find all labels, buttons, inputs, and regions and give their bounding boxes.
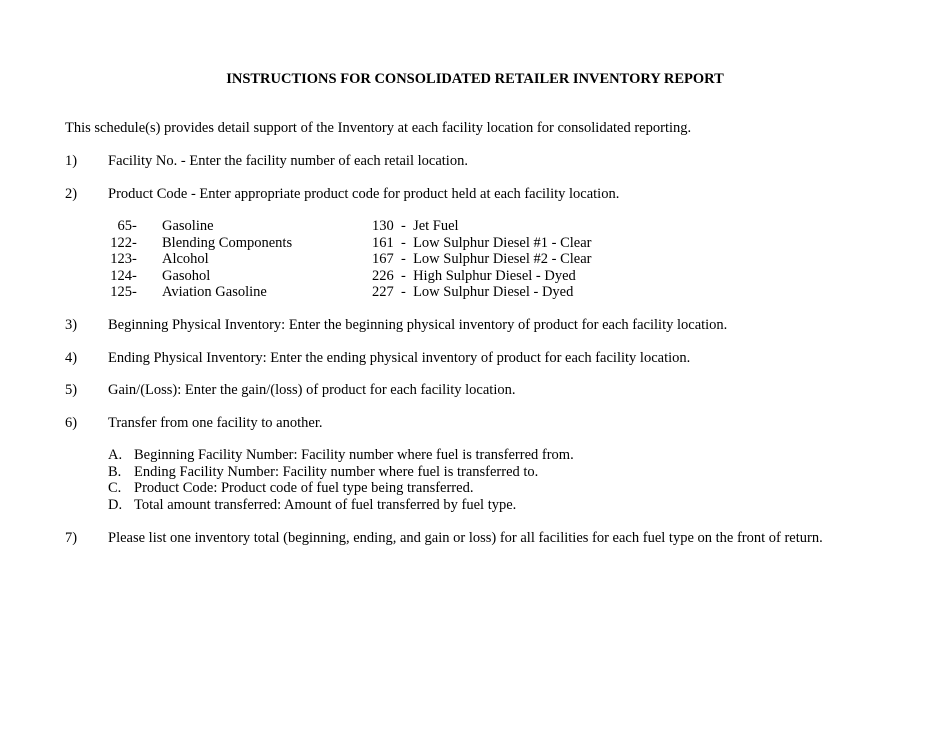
subitem-letter: C. bbox=[108, 480, 122, 496]
item-number: 4) bbox=[65, 350, 78, 366]
product-code: 124 bbox=[110, 267, 132, 284]
subitem-letter: D. bbox=[108, 496, 123, 513]
item-number: 6) bbox=[65, 415, 78, 431]
product-name: Alcohol bbox=[162, 251, 209, 267]
product-name: Gasoline bbox=[162, 218, 214, 234]
item-number: 3) bbox=[65, 317, 78, 333]
item-text: Transfer from one facility to another. bbox=[108, 415, 323, 431]
subitem-letter: A. bbox=[108, 447, 123, 463]
item-number: 5) bbox=[65, 382, 78, 398]
product-code-entry: 227 - Low Sulphur Diesel - Dyed bbox=[372, 284, 574, 300]
code-separator: - bbox=[132, 234, 137, 251]
product-code-entry: 161 - Low Sulphur Diesel #1 - Clear bbox=[372, 234, 592, 251]
item-number: 1) bbox=[65, 153, 78, 169]
product-name: Gasohol bbox=[162, 267, 211, 284]
subitem-text: Total amount transferred: Amount of fuel transferred by fuel type. bbox=[134, 496, 517, 513]
code-separator: - bbox=[132, 284, 137, 300]
subitem-text: Ending Facility Number: Facility number where fuel is transferred to. bbox=[134, 463, 539, 480]
subitem-letter: B. bbox=[108, 463, 122, 480]
product-name: Aviation Gasoline bbox=[162, 284, 267, 300]
item-text: Gain/(Loss): Enter the gain/(loss) of product for each facility location. bbox=[108, 382, 516, 398]
product-code: 123 bbox=[110, 251, 132, 267]
code-separator: - bbox=[132, 218, 137, 234]
intro-paragraph: This schedule(s) provides detail support of the Inventory at each facility location for consolidated reporting. bbox=[65, 120, 692, 136]
page-title: INSTRUCTIONS FOR CONSOLIDATED RETAILER INVENTORY REPORT bbox=[226, 71, 724, 87]
item-text: Please list one inventory total (beginning, ending, and gain or loss) for all facilities for each fuel type on the front of return. bbox=[108, 530, 823, 546]
item-text: Ending Physical Inventory: Enter the ending physical inventory of product for each facility location. bbox=[108, 350, 691, 366]
code-separator: - bbox=[132, 267, 137, 284]
item-text: Product Code - Enter appropriate product code for product held at each facility location. bbox=[108, 186, 620, 202]
product-code: 65 bbox=[117, 218, 132, 234]
item-text: Facility No. - Enter the facility number of each retail location. bbox=[108, 153, 468, 169]
product-code-entry: 130 - Jet Fuel bbox=[372, 218, 459, 234]
item-number: 7) bbox=[65, 530, 78, 546]
product-code-entry: 167 - Low Sulphur Diesel #2 - Clear bbox=[372, 251, 592, 267]
product-name: Blending Components bbox=[162, 234, 293, 251]
item-number: 2) bbox=[65, 186, 78, 202]
product-code: 122 bbox=[110, 234, 132, 251]
product-code-entry: 226 - High Sulphur Diesel - Dyed bbox=[372, 267, 576, 284]
subitem-text: Product Code: Product code of fuel type being transferred. bbox=[134, 480, 474, 496]
subitem-text: Beginning Facility Number: Facility number where fuel is transferred from. bbox=[134, 447, 574, 463]
product-code: 125 bbox=[110, 284, 132, 300]
code-separator: - bbox=[132, 251, 137, 267]
item-text: Beginning Physical Inventory: Enter the beginning physical inventory of product for each facility location. bbox=[108, 317, 728, 333]
